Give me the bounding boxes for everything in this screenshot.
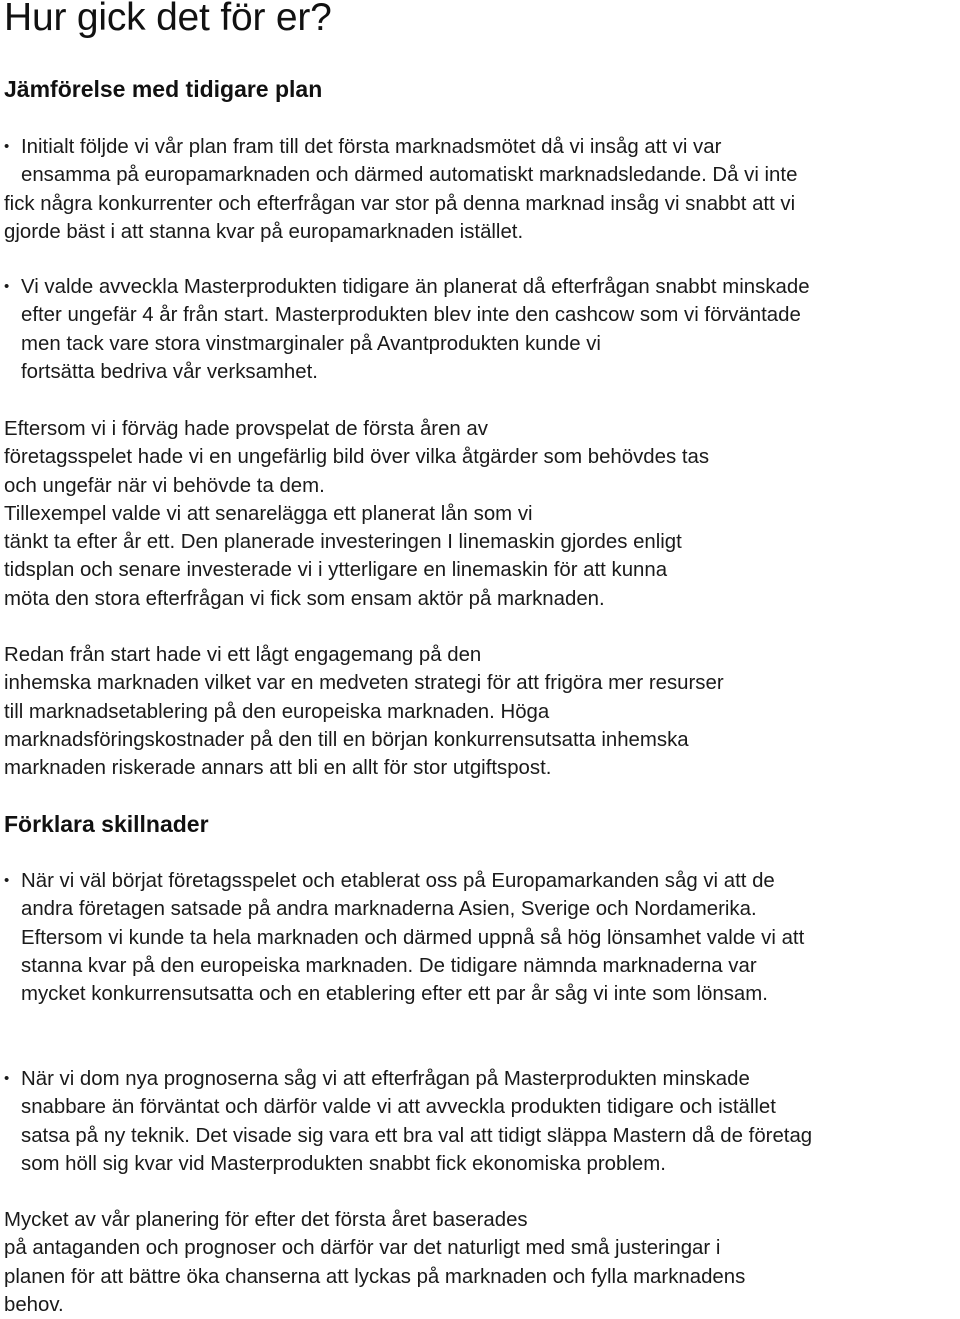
text-line: Mycket av vår planering för efter det första året baserades [4,1209,528,1231]
text-line: ensamma på europamarknaden och därmed automatiskt marknadsledande. Då vi inte [21,164,798,187]
paragraph-planning [4,1206,745,1319]
page-title: Hur gick det för er? [4,0,332,39]
bullet-paragraph-europe [21,867,804,1008]
paragraph-domestic-market [4,641,724,782]
text-line: När vi dom nya prognoserna såg vi att efterfrågan på Masterprodukten minskade [21,1068,750,1090]
text-line: När vi väl börjat företagsspelet och etablerat oss på Europamarkanden såg vi att de [21,870,775,892]
section-heading-differences: Förklara skillnader [4,811,209,837]
text-line: som höll sig kvar vid Masterprodukten snabbt fick ekonomiska problem. [21,1152,666,1175]
text-line: behov. [4,1293,64,1316]
text-line: efter ungefär 4 år från start. Masterprodukten blev inte den cashcow som vi förväntade [21,304,801,327]
text-line: men tack vare stora vinstmarginaler på Avantprodukten kunde vi [21,332,601,355]
text-line: inhemska marknaden vilket var en medveten strategi för att frigöra mer resurser [4,672,724,695]
text-line: fick några konkurrenter och efterfrågan var stor på denna marknad insåg vi snabbt att vi [4,192,796,215]
paragraph-plan-continued [4,190,795,247]
bullet-paragraph-master-product [21,273,810,386]
text-line: och ungefär när vi behövde ta dem. [4,474,325,497]
text-line: snabbare än förväntat och därför valde vi att avveckla produkten tidigare och istället [21,1096,776,1119]
text-line: fortsätta bedriva vår verksamhet. [21,360,318,383]
text-line: Eftersom vi kunde ta hela marknaden och därmed uppnå så hög lönsamhet valde vi att [21,926,805,949]
text-line: planen för att bättre öka chanserna att lyckas på marknaden och fylla marknadens [4,1265,746,1288]
text-line: möta den stora efterfrågan vi fick som ensam aktör på marknaden. [4,587,605,610]
bullet-marker: • [4,138,10,155]
text-line: på antaganden och prognoser och därför var det naturligt med små justeringar i [4,1237,721,1260]
text-line: tänkt ta efter år ett. Den planerade investeringen I linemaskin gjordes enligt [4,531,682,554]
bullet-paragraph-plan [21,133,797,190]
text-line: Eftersom vi i förväg hade provspelat de första åren av [4,418,488,440]
bullet-marker: • [4,278,10,295]
text-line: stanna kvar på den europeiska marknaden. De tidigare nämnda marknaderna var [21,954,757,977]
text-line: Tillexempel valde vi att senarelägga ett planerat lån som vi [4,502,533,525]
text-line: tidsplan och senare investerade vi i ytterligare en linemaskin för att kunna [4,559,668,582]
text-line: Redan från start hade vi ett lågt engagemang på den [4,644,482,666]
bullet-marker: • [4,872,10,889]
text-line: andra företagen satsade på andra marknaderna Asien, Sverige och Nordamerika. [21,898,757,921]
bullet-marker: • [4,1070,10,1087]
text-line: marknadsföringskostnader på den till en början konkurrensutsatta inhemska [4,728,689,751]
text-line: gjorde bäst i att stanna kvar på europamarknaden istället. [4,220,524,243]
text-line: mycket konkurrensutsatta och en etablering efter ett par år såg vi inte som lönsam. [21,983,768,1006]
paragraph-preparation [4,415,709,613]
text-line: Vi valde avveckla Masterprodukten tidigare än planerat då efterfrågan snabbt minskade [21,276,810,298]
text-line: satsa på ny teknik. Det visade sig vara ett bra val att tidigt släppa Mastern då de företag [21,1124,813,1147]
bullet-paragraph-forecasts [21,1065,812,1178]
text-line: företagsspelet hade vi en ungefärlig bild över vilka åtgärder som behövdes tas [4,446,710,469]
section-heading-comparison: Jämförelse med tidigare plan [4,76,323,102]
text-line: marknaden riskerade annars att bli en allt för stor utgiftspost. [4,757,552,780]
text-line: Initialt följde vi vår plan fram till det första marknadsmötet då vi insåg att vi var [21,136,722,158]
text-line: till marknadsetablering på den europeiska marknaden. Höga [4,700,550,723]
